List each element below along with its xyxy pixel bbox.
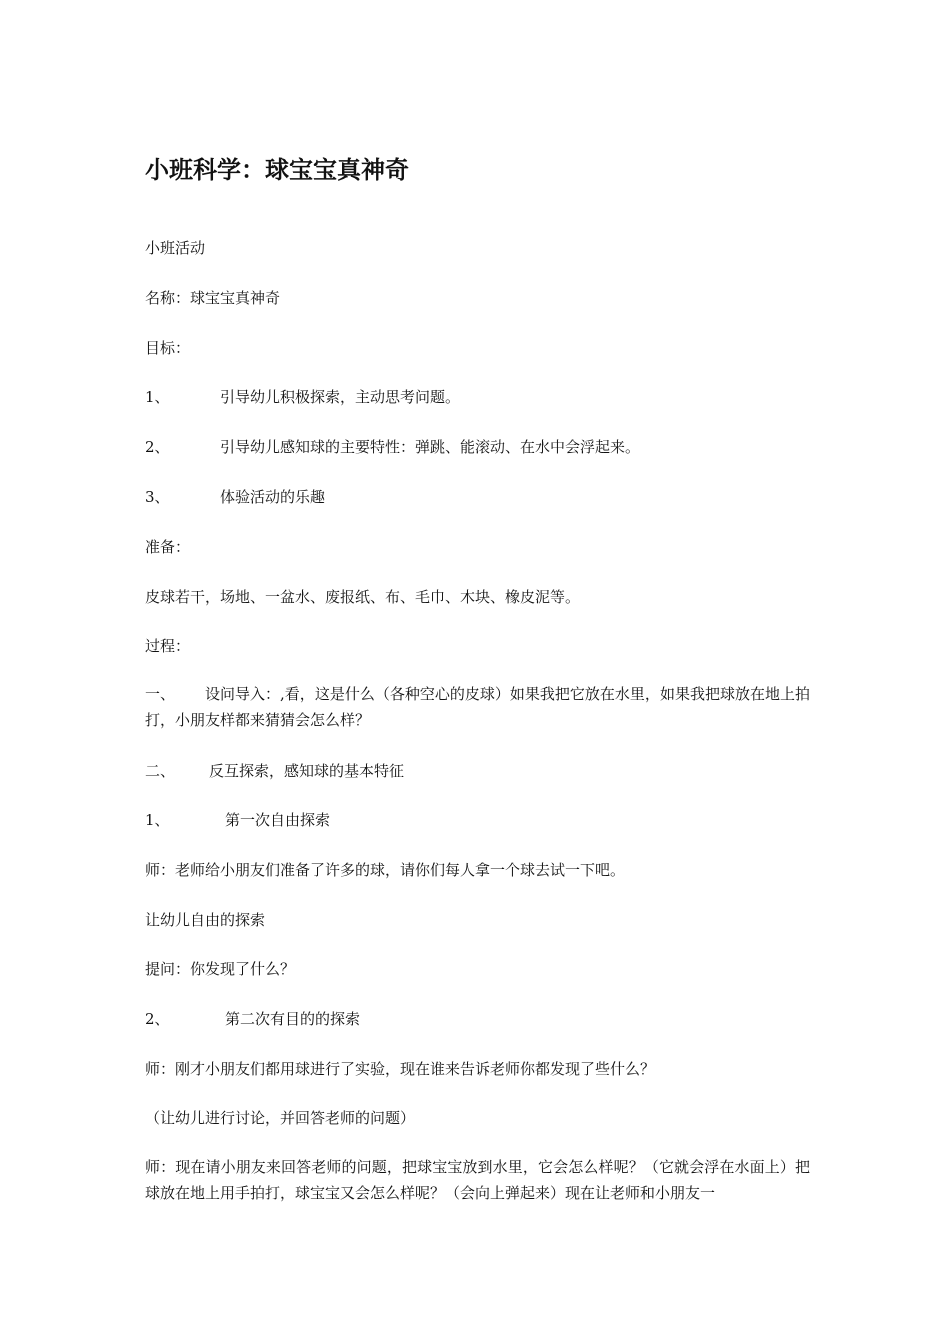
step-text: 设问导入：,看，这是什么（各种空心的皮球）如果我把它放在水里，如果我把球放在地上拍打，小朋友样都来猜猜会怎么样？: [145, 685, 810, 729]
sub-step-text: 第一次自由探索: [225, 811, 331, 829]
goal-text: 体验活动的乐趣: [220, 488, 326, 506]
paragraph-preparation-heading: 准备：: [145, 538, 191, 556]
sub-step-item: [145, 808, 330, 832]
goal-item: [145, 485, 325, 509]
process-step: [145, 681, 810, 733]
step-number: 一、: [145, 685, 176, 703]
goal-number: 2、: [145, 438, 170, 456]
sub-step-number: 2、: [145, 1010, 170, 1028]
sub-step-number: 1、: [145, 811, 170, 829]
goal-number: 3、: [145, 488, 170, 506]
process-step: [145, 759, 404, 783]
sub-step-item: [145, 1007, 360, 1031]
paragraph-name: 名称：球宝宝真神奇: [145, 289, 281, 307]
goal-text: 引导幼儿感知球的主要特性：弹跳、能滚动、在水中会浮起来。: [220, 438, 641, 456]
paragraph-preparation-list: 皮球若干，场地、一盆水、废报纸、布、毛巾、木块、橡皮泥等。: [145, 588, 581, 606]
paragraph-question: 提问：你发现了什么？: [145, 960, 296, 978]
paragraph-process-heading: 过程：: [145, 637, 191, 655]
sub-step-text: 第二次有目的的探索: [225, 1010, 361, 1028]
paragraph-teacher-answer: 师：现在请小朋友来回答老师的问题，把球宝宝放到水里，它会怎么样呢？（它就会浮在水面上）把球放在地上用手拍打，球宝宝又会怎么样呢？（会向上弹起来）现在让老师和小朋友一: [145, 1158, 810, 1202]
step-text: 反互探索，感知球的基本特征: [209, 762, 405, 780]
paragraph-activity-type: 小班活动: [145, 239, 206, 257]
paragraph-teacher-speech: 师：老师给小朋友们准备了许多的球，请你们每人拿一个球去试一下吧。: [145, 861, 626, 879]
goal-number: 1、: [145, 388, 170, 406]
paragraph-free-exploration: 让幼儿自由的探索: [145, 911, 266, 929]
document-title: 小班科学：球宝宝真神奇: [145, 156, 409, 184]
goal-item: [145, 385, 460, 409]
step-number: 二、: [145, 762, 176, 780]
paragraph-discussion-note: （让幼儿进行讨论，并回答老师的问题）: [145, 1109, 416, 1127]
goal-item: [145, 435, 640, 459]
paragraph-goals-heading: 目标：: [145, 339, 191, 357]
goal-text: 引导幼儿积极探索，主动思考问题。: [220, 388, 461, 406]
paragraph-teacher-question: 师：刚才小朋友们都用球进行了实验，现在谁来告诉老师你都发现了些什么？: [145, 1060, 656, 1078]
